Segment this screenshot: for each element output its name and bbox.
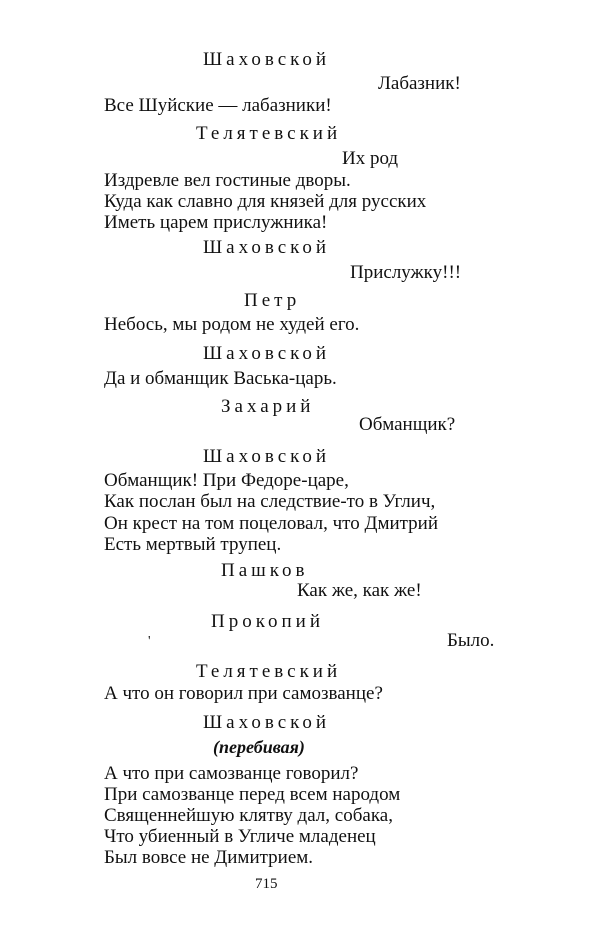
verse-line: Священнейшую клятву дал, собака, (104, 805, 393, 826)
verse-line: Лабазник! (378, 73, 461, 94)
verse-line: Прислужку!!! (350, 262, 462, 283)
stage-direction: (перебивая) (213, 737, 305, 757)
verse-line: Обманщик? (359, 414, 456, 435)
verse-line: Как послан был на следствие-то в Углич, (104, 491, 436, 512)
speaker-name: Шаховской (203, 446, 331, 467)
verse-line: Куда как славно для князей для русских (104, 191, 427, 212)
speaker-name: Шаховской (203, 712, 331, 733)
verse-line: При самозванце перед всем народом (104, 784, 401, 805)
verse-line: А что при самозванце говорил? (104, 763, 359, 784)
page-number: 715 (255, 876, 278, 892)
verse-line: Есть мертвый трупец. (104, 534, 282, 555)
verse-line: Что убиенный в Угличе младенец (104, 826, 376, 847)
speaker-name: Шаховской (203, 49, 331, 70)
verse-line: Все Шуйские — лабазники! (104, 95, 332, 116)
speaker-name: Пашков (221, 560, 309, 581)
speaker-name: Захарий (221, 396, 315, 417)
verse-line: Было. (447, 630, 495, 651)
verse-line: Обманщик! При Федоре-царе, (104, 470, 349, 491)
verse-line: Он крест на том поцеловал, что Дмитрий (104, 513, 439, 534)
verse-line: Как же, как же! (297, 580, 422, 601)
speaker-name: Шаховской (203, 237, 331, 258)
verse-line: А что он говорил при самозванце? (104, 683, 383, 704)
verse-line: Их род (342, 148, 399, 169)
stray-mark: ' (148, 634, 151, 649)
verse-line: Да и обманщик Васька-царь. (104, 368, 337, 389)
speaker-name: Телятевский (196, 661, 342, 682)
speaker-name: Телятевский (196, 123, 342, 144)
speaker-name: Шаховской (203, 343, 331, 364)
verse-line: Был вовсе не Димитрием. (104, 847, 314, 868)
verse-line: Издревле вел гостиные дворы. (104, 170, 351, 191)
speaker-name: Прокопий (211, 611, 324, 632)
verse-line: Небось, мы родом не худей его. (104, 314, 360, 335)
speaker-name: Петр (244, 290, 301, 311)
verse-line: Иметь царем прислужника! (104, 212, 328, 233)
